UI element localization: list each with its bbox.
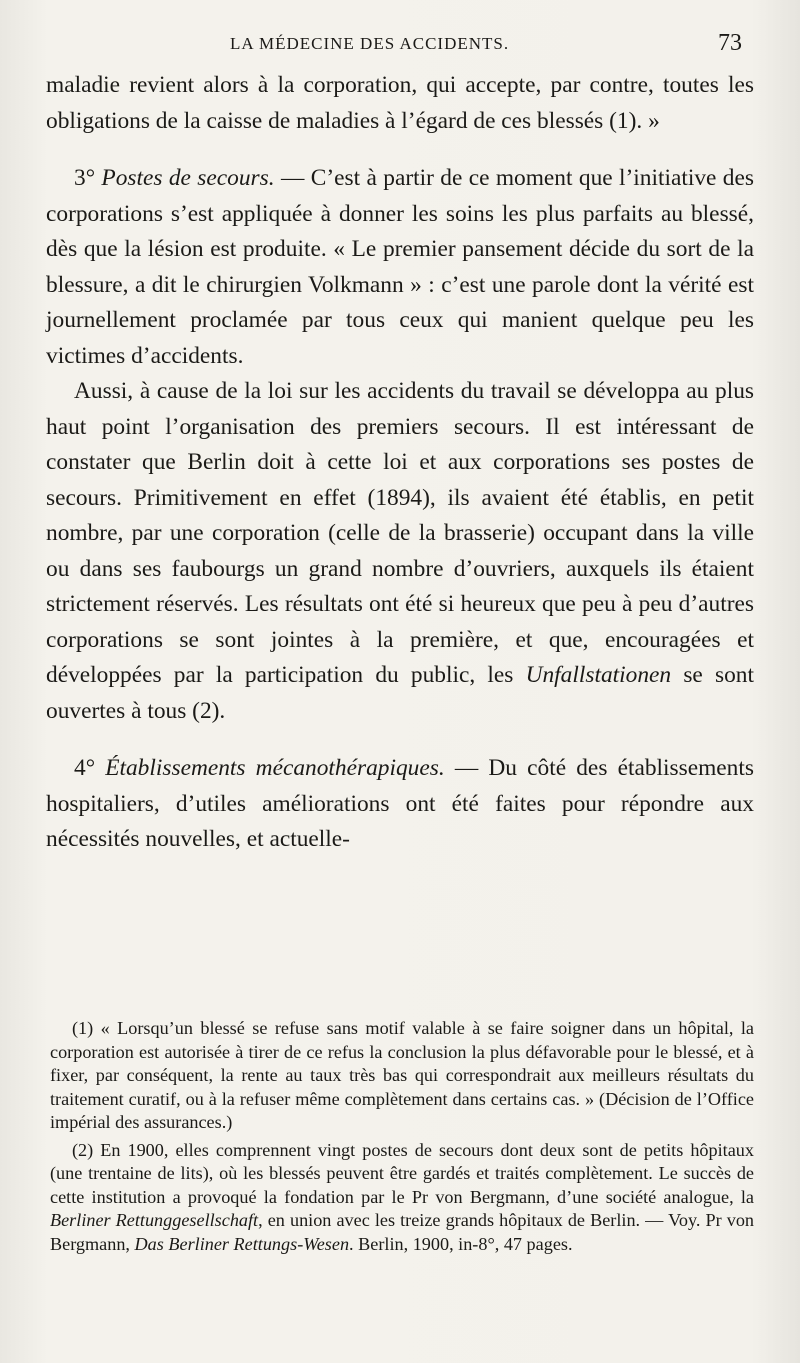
paragraph-continuation xyxy=(46,68,754,139)
section-postes-de-secours xyxy=(46,161,754,374)
section-number: 3° xyxy=(74,165,102,191)
paragraph-text: — C’est à partir de ce moment que l’initiative des corporations s’est appliquée à donner les soins les plus parfaits au blessé, dès que la lésion est produite. « Le premier pansement décide du sort de la blessure, a dit le chirurgien Volkmann » : c’est une parole dont la vérité est journellement proclamée par tous ceux qui manient quelque peu les victimes d’accidents. xyxy=(46,165,754,369)
paragraph-text: — Du côté des établissements hospitaliers, d’utiles améliorations ont été faites pour répondre aux nécessités nouvelles, et actuelle- xyxy=(46,755,754,852)
running-head xyxy=(0,30,800,64)
page-number: 73 xyxy=(718,30,742,56)
footnote-2 xyxy=(50,1139,754,1257)
footnote-text: (2) En 1900, elles comprennent vingt postes de secours dont deux sont de petits hôpitaux (une trentaine de lits), où les blessés peuvent être gardés et traités complètement. Le succès de cette institution a provoqué la fondation par le Pr von Bergmann, d’une société analogue, la xyxy=(50,1139,754,1207)
italic-title: Das Berliner Rettungs-Wesen xyxy=(134,1233,350,1254)
footnotes xyxy=(50,1017,754,1256)
footnote-1: (1) « Lorsqu’un blessé se refuse sans motif valable à se faire soigner dans un hôpital, la corporation est autorisée à tirer de ce refus la conclusion la plus défavorable pour le blessé, et à fixer, par conséquent, la rente au taux très bas qui correspondrait aux meilleurs résultats du traitement curatif, ou à la refuser même complètement dans certains cas. » (Décision de l’Office impérial des assurances.) xyxy=(50,1018,754,1132)
body-text xyxy=(46,68,754,858)
paragraph-text-end: se sont ouvertes à tous (2). xyxy=(46,662,754,724)
paragraph-aussi xyxy=(46,374,754,729)
footnote-text: . Berlin, 1900, in-8°, 47 pages. xyxy=(349,1233,573,1254)
running-title: LA MÉDECINE DES ACCIDENTS. xyxy=(230,34,510,53)
paragraph-text: maladie revient alors à la corporation, qui accepte, par contre, toutes les obligations de la caisse de maladies à l’égard de ces blessés (1). » xyxy=(46,72,754,134)
italic-term: Unfallstationen xyxy=(525,662,672,688)
section-title: Établissements mécanothérapiques. xyxy=(105,755,445,781)
section-title: Postes de secours. xyxy=(101,165,275,191)
italic-title: Berliner Rettunggesellschaft xyxy=(50,1210,259,1230)
footnote-text: , en union avec les treize grands hôpitaux de Berlin. — Voy. Pr von Bergmann, xyxy=(50,1210,755,1254)
section-etablissements xyxy=(46,751,754,858)
paragraph-text: Aussi, à cause de la loi sur les accidents du travail se développa au plus haut point l’organisation des premiers secours. Il est intéressant de constater que Berlin doit à cette loi et aux corporations ses postes de secours. Primitivement en effet (1894), ils avaient été établis, en petit nombre, par une corporation (celle de la brasserie) occupant dans la ville ou dans ses faubourgs un grand nombre d’ouvriers, auxquels ils étaient strictement réservés. Les résultats ont été si heureux que peu à peu d’autres corporations se sont jointes à la première, et que, encouragées et développées par la participation du public, les xyxy=(46,378,754,688)
section-number: 4° xyxy=(74,755,106,781)
